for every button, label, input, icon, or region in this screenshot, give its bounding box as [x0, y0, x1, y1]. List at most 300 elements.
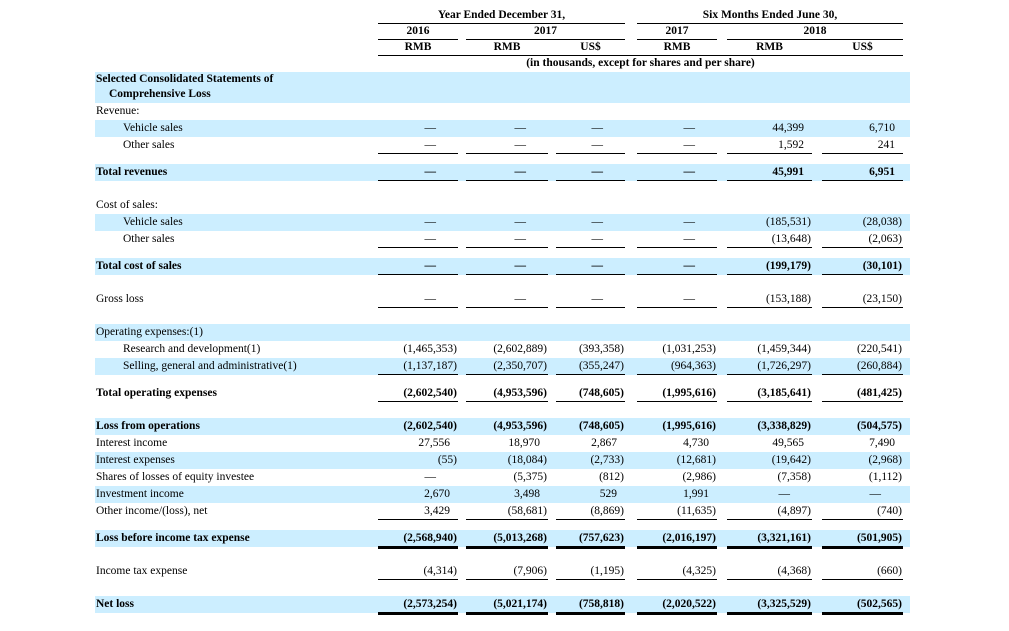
column-gap [717, 291, 727, 308]
value-cell: (748,605) [578, 420, 624, 432]
value-cell: (757,623) [556, 530, 625, 547]
row-tail [903, 596, 910, 613]
column-gap [548, 231, 556, 248]
value-cell: 27,556 [418, 437, 450, 449]
value-cell: — [637, 137, 717, 154]
value-cell: (748,605) [556, 385, 625, 402]
column-gap [812, 358, 822, 375]
value-cell: (740) [822, 503, 903, 520]
column-gap [458, 358, 466, 375]
shares-of-losses-equity-investee-label: Shares of losses of equity investee [96, 471, 255, 483]
column-gap [812, 231, 822, 248]
column-gap [812, 418, 822, 435]
column-gap [458, 469, 466, 486]
units-note: (in thousands, except for shares and per share) [526, 57, 755, 69]
row-spacer [95, 520, 910, 530]
column-gap [625, 291, 637, 308]
column-gap [458, 231, 466, 248]
value-cell: (2,602,540) [378, 385, 458, 402]
column-gap [812, 452, 822, 469]
column-gap [625, 530, 637, 547]
value-cell: (5,013,268) [466, 530, 548, 547]
value-cell: (2,016,197) [637, 530, 717, 547]
currency-header-rmb-2: RMB [493, 41, 521, 53]
column-gap [812, 385, 822, 402]
operating-expenses-heading-label: Operating expenses:(1) [96, 326, 203, 338]
period-group-year-ended: Year Ended December 31, [378, 8, 625, 24]
value-cell [637, 324, 717, 341]
value-cell: 241 [822, 137, 903, 154]
total-cost-of-sales-label: Total cost of sales [96, 260, 182, 272]
value-cell [378, 324, 458, 341]
column-gap [548, 291, 556, 308]
value-cell: (58,681) [466, 503, 548, 520]
column-gap [717, 214, 727, 231]
value-cell: 45,991 [727, 164, 812, 181]
column-gap [717, 452, 727, 469]
currency-header-rmb-1: RMB [404, 41, 432, 53]
column-gap [812, 72, 822, 103]
value-cell: (1,459,344) [757, 343, 811, 355]
value-cell: — [378, 231, 458, 248]
loss-before-income-tax-label: Loss before income tax expense [96, 532, 250, 544]
value-cell: — [378, 258, 458, 275]
other-sales-cost-label: Other sales [123, 233, 175, 245]
row-tail [903, 324, 910, 341]
column-gap [812, 258, 822, 275]
column-gap [548, 324, 556, 341]
column-gap [625, 214, 637, 231]
currency-header-usd-2: US$ [852, 41, 873, 53]
column-gap [625, 103, 637, 120]
column-gap [548, 72, 556, 103]
column-gap [812, 103, 822, 120]
column-gap [812, 503, 822, 520]
value-cell: — [378, 291, 458, 308]
other-income-loss-net-label: Other income/(loss), net [96, 505, 208, 517]
value-cell: 4,730 [683, 437, 709, 449]
column-gap [812, 341, 822, 358]
value-cell: (2,968) [868, 454, 902, 466]
column-gap [717, 530, 727, 547]
value-cell [556, 197, 625, 214]
column-gap [812, 530, 822, 547]
row-tail [903, 231, 910, 248]
column-gap [548, 103, 556, 120]
row-spacer [95, 402, 910, 418]
row-tail [903, 103, 910, 120]
gross-loss-label: Gross loss [96, 293, 144, 305]
column-gap [625, 563, 637, 580]
column-gap [717, 563, 727, 580]
research-and-development-label: Research and development(1) [123, 343, 261, 355]
value-cell: — [556, 164, 625, 181]
value-cell: 44,399 [772, 122, 804, 134]
col-header-2017-annual: 2017 [466, 24, 625, 40]
row-spacer [95, 181, 910, 197]
column-gap [458, 137, 466, 154]
value-cell: (481,425) [822, 385, 903, 402]
value-cell: (55) [437, 454, 457, 466]
column-gap [717, 258, 727, 275]
column-gap [625, 164, 637, 181]
loss-from-operations [95, 418, 910, 435]
value-cell: (964,363) [637, 358, 717, 375]
column-gap [717, 231, 727, 248]
column-gap [717, 137, 727, 154]
value-cell [466, 72, 548, 103]
column-gap [625, 324, 637, 341]
column-gap [548, 258, 556, 275]
value-cell: — [591, 122, 603, 134]
value-cell: (12,681) [676, 454, 716, 466]
value-cell: (7,358) [777, 471, 811, 483]
value-cell: (1,112) [868, 471, 902, 483]
interest-income [95, 435, 910, 452]
column-gap [717, 197, 727, 214]
row-tail [903, 258, 910, 275]
row-tail [903, 164, 910, 181]
value-cell [822, 72, 903, 103]
gross-loss [95, 291, 910, 308]
column-gap [548, 486, 556, 503]
column-gap [458, 291, 466, 308]
column-gap [548, 137, 556, 154]
row-tail [903, 291, 910, 308]
value-cell: 2,670 [424, 488, 450, 500]
column-gap [458, 486, 466, 503]
row-spacer [95, 547, 910, 563]
value-cell: (4,953,596) [466, 385, 548, 402]
column-gap [548, 418, 556, 435]
column-gap [458, 503, 466, 520]
value-cell [466, 197, 548, 214]
column-gap [717, 164, 727, 181]
value-cell: (30,101) [822, 258, 903, 275]
row-tail [903, 72, 910, 103]
table-body [95, 72, 910, 613]
row-tail [903, 530, 910, 547]
value-cell: (1,995,616) [637, 385, 717, 402]
cost-of-sales-heading [95, 197, 910, 214]
value-cell: (1,031,253) [662, 343, 716, 355]
investment-income-label: Investment income [96, 488, 184, 500]
column-gap [717, 469, 727, 486]
value-cell: 2,867 [591, 437, 617, 449]
cost-of-sales-heading-label: Cost of sales: [96, 199, 158, 211]
value-cell: — [556, 231, 625, 248]
value-cell: (1,726,297) [727, 358, 812, 375]
column-gap [458, 120, 466, 137]
column-gap [717, 72, 727, 103]
value-cell: (504,575) [856, 420, 902, 432]
column-gap [812, 435, 822, 452]
column-gap [548, 503, 556, 520]
value-cell: (19,642) [771, 454, 811, 466]
net-loss-label: Net loss [96, 598, 135, 610]
vehicle-sales-revenue-label: Vehicle sales [123, 122, 183, 134]
column-gap [548, 435, 556, 452]
value-cell [378, 197, 458, 214]
revenue-heading-label: Revenue: [96, 105, 140, 117]
column-gap [625, 435, 637, 452]
value-cell: (3,185,641) [727, 385, 812, 402]
value-cell [378, 72, 458, 103]
value-cell [822, 197, 903, 214]
comprehensive-loss-table [95, 8, 910, 613]
row-tail [903, 197, 910, 214]
value-cell: (7,906) [466, 563, 548, 580]
column-gap [625, 486, 637, 503]
research-and-development [95, 341, 910, 358]
value-cell [822, 103, 903, 120]
value-cell: — [683, 216, 695, 228]
loss-from-operations-label: Loss from operations [96, 420, 200, 432]
value-cell: 18,970 [508, 437, 540, 449]
value-cell: (18,084) [507, 454, 547, 466]
currency-row [95, 40, 910, 56]
value-cell: — [424, 216, 436, 228]
column-gap [717, 103, 727, 120]
row-spacer [95, 580, 910, 596]
value-cell: (11,635) [637, 503, 717, 520]
value-cell [727, 72, 812, 103]
column-gap [717, 418, 727, 435]
statements-title-label [95, 72, 378, 103]
value-cell [378, 103, 458, 120]
value-cell: — [514, 216, 526, 228]
interest-expenses [95, 452, 910, 469]
shares-of-losses-equity-investee [95, 469, 910, 486]
value-cell: (3,325,529) [727, 596, 812, 613]
column-gap [458, 530, 466, 547]
investment-income [95, 486, 910, 503]
value-cell [637, 103, 717, 120]
value-cell: (501,905) [822, 530, 903, 547]
value-cell: (355,247) [556, 358, 625, 375]
value-cell: (758,818) [556, 596, 625, 613]
column-gap [548, 358, 556, 375]
value-cell [727, 324, 812, 341]
column-gap [458, 72, 466, 103]
value-cell: (3,321,161) [727, 530, 812, 547]
column-gap [812, 137, 822, 154]
row-tail [903, 486, 910, 503]
value-cell: — [637, 231, 717, 248]
column-gap [625, 503, 637, 520]
row-tail [903, 418, 910, 435]
column-gap [625, 258, 637, 275]
column-gap [458, 324, 466, 341]
total-cost-of-sales [95, 258, 910, 275]
column-gap [548, 214, 556, 231]
income-tax-expense [95, 563, 910, 580]
value-cell [637, 72, 717, 103]
value-cell: (2,602,889) [493, 343, 547, 355]
value-cell: 6,951 [822, 164, 903, 181]
column-gap [717, 120, 727, 137]
total-revenues [95, 164, 910, 181]
column-gap [458, 214, 466, 231]
value-cell [637, 197, 717, 214]
statements-title [95, 72, 910, 103]
value-cell: — [466, 164, 548, 181]
row-spacer [95, 308, 910, 324]
selling-general-administrative [95, 358, 910, 375]
value-cell: — [466, 231, 548, 248]
value-cell: (153,188) [727, 291, 812, 308]
col-header-2017-interim: 2017 [637, 24, 717, 40]
value-cell: — [778, 488, 790, 500]
row-tail [903, 469, 910, 486]
column-gap [812, 291, 822, 308]
total-operating-expenses-label: Total operating expenses [96, 387, 217, 399]
loss-before-income-tax [95, 530, 910, 547]
column-gap [812, 164, 822, 181]
value-cell: — [591, 216, 603, 228]
value-cell: — [514, 122, 526, 134]
value-cell: (2,986) [682, 471, 716, 483]
column-gap [625, 120, 637, 137]
column-gap [625, 341, 637, 358]
revenue-heading [95, 103, 910, 120]
value-cell: — [466, 137, 548, 154]
value-cell: — [378, 137, 458, 154]
column-gap [548, 341, 556, 358]
column-gap [812, 563, 822, 580]
value-cell: — [637, 164, 717, 181]
row-tail [903, 563, 910, 580]
column-gap [812, 469, 822, 486]
value-cell: — [466, 258, 548, 275]
value-cell: — [869, 488, 881, 500]
column-gap [812, 596, 822, 613]
value-cell: (28,038) [862, 216, 902, 228]
value-cell: (4,314) [378, 563, 458, 580]
selling-general-administrative-label: Selling, general and administrative(1) [123, 360, 297, 372]
value-cell: (2,350,707) [466, 358, 548, 375]
column-gap [458, 596, 466, 613]
value-cell [556, 324, 625, 341]
column-gap [548, 469, 556, 486]
column-gap [625, 72, 637, 103]
value-cell: (4,953,596) [493, 420, 547, 432]
value-cell [822, 324, 903, 341]
value-cell [727, 103, 812, 120]
column-gap [458, 418, 466, 435]
column-gap [717, 341, 727, 358]
column-gap [625, 231, 637, 248]
column-gap [717, 486, 727, 503]
value-cell: (502,565) [822, 596, 903, 613]
value-cell: (1,137,187) [378, 358, 458, 375]
value-cell [556, 72, 625, 103]
column-gap [812, 197, 822, 214]
column-gap [717, 503, 727, 520]
column-gap [458, 258, 466, 275]
value-cell: (185,531) [765, 216, 811, 228]
value-cell: — [637, 258, 717, 275]
value-cell: (4,325) [637, 563, 717, 580]
value-cell: 3,429 [378, 503, 458, 520]
column-gap [812, 324, 822, 341]
column-gap [458, 563, 466, 580]
value-cell: — [378, 164, 458, 181]
value-cell: (260,884) [822, 358, 903, 375]
row-spacer [95, 375, 910, 385]
column-gap [625, 596, 637, 613]
total-operating-expenses [95, 385, 910, 402]
column-gap [625, 385, 637, 402]
value-cell: (23,150) [822, 291, 903, 308]
column-gap [625, 358, 637, 375]
value-cell: (2,573,254) [378, 596, 458, 613]
column-gap [458, 452, 466, 469]
column-gap [548, 164, 556, 181]
income-tax-expense-label: Income tax expense [96, 565, 188, 577]
vehicle-sales-cost [95, 214, 910, 231]
period-group-six-months: Six Months Ended June 30, [637, 8, 903, 24]
value-cell: 1,592 [727, 137, 812, 154]
column-gap [625, 469, 637, 486]
value-cell: (4,897) [727, 503, 812, 520]
period-group-row [95, 8, 910, 24]
value-cell: (199,179) [727, 258, 812, 275]
row-tail [903, 358, 910, 375]
value-cell: 49,565 [772, 437, 804, 449]
currency-header-usd-1: US$ [580, 41, 601, 53]
row-spacer [95, 154, 910, 164]
value-cell: 1,991 [683, 488, 709, 500]
row-spacer [95, 275, 910, 291]
net-loss [95, 596, 910, 613]
column-gap [548, 197, 556, 214]
value-cell: (1,195) [556, 563, 625, 580]
value-cell: 7,490 [869, 437, 895, 449]
title-line-2: Comprehensive Loss [109, 88, 211, 100]
total-revenues-label: Total revenues [96, 166, 168, 178]
title-line-1: Selected Consolidated Statements of [96, 73, 274, 85]
row-tail [903, 435, 910, 452]
row-tail [903, 452, 910, 469]
value-cell: — [556, 291, 625, 308]
value-cell: — [637, 291, 717, 308]
currency-header-rmb-4: RMB [756, 41, 783, 53]
value-cell: (2,733) [590, 454, 624, 466]
currency-header-rmb-3: RMB [663, 41, 691, 53]
row-tail [903, 341, 910, 358]
interest-income-label: Interest income [96, 437, 168, 449]
value-cell: (3,338,829) [757, 420, 811, 432]
other-income-loss-net [95, 503, 910, 520]
other-sales-revenue-label: Other sales [123, 139, 175, 151]
value-cell: (4,368) [727, 563, 812, 580]
value-cell: (5,375) [513, 471, 547, 483]
row-spacer [95, 248, 910, 258]
col-header-2018: 2018 [727, 24, 903, 40]
column-gap [548, 596, 556, 613]
column-gap [458, 197, 466, 214]
column-gap [625, 197, 637, 214]
value-cell: (2,063) [822, 231, 903, 248]
column-gap [717, 324, 727, 341]
value-cell: 6,710 [869, 122, 895, 134]
value-cell: (812) [599, 471, 624, 483]
value-cell: (5,021,174) [466, 596, 548, 613]
other-sales-revenue [95, 137, 910, 154]
value-cell: (393,358) [578, 343, 624, 355]
interest-expenses-label: Interest expenses [96, 454, 175, 466]
